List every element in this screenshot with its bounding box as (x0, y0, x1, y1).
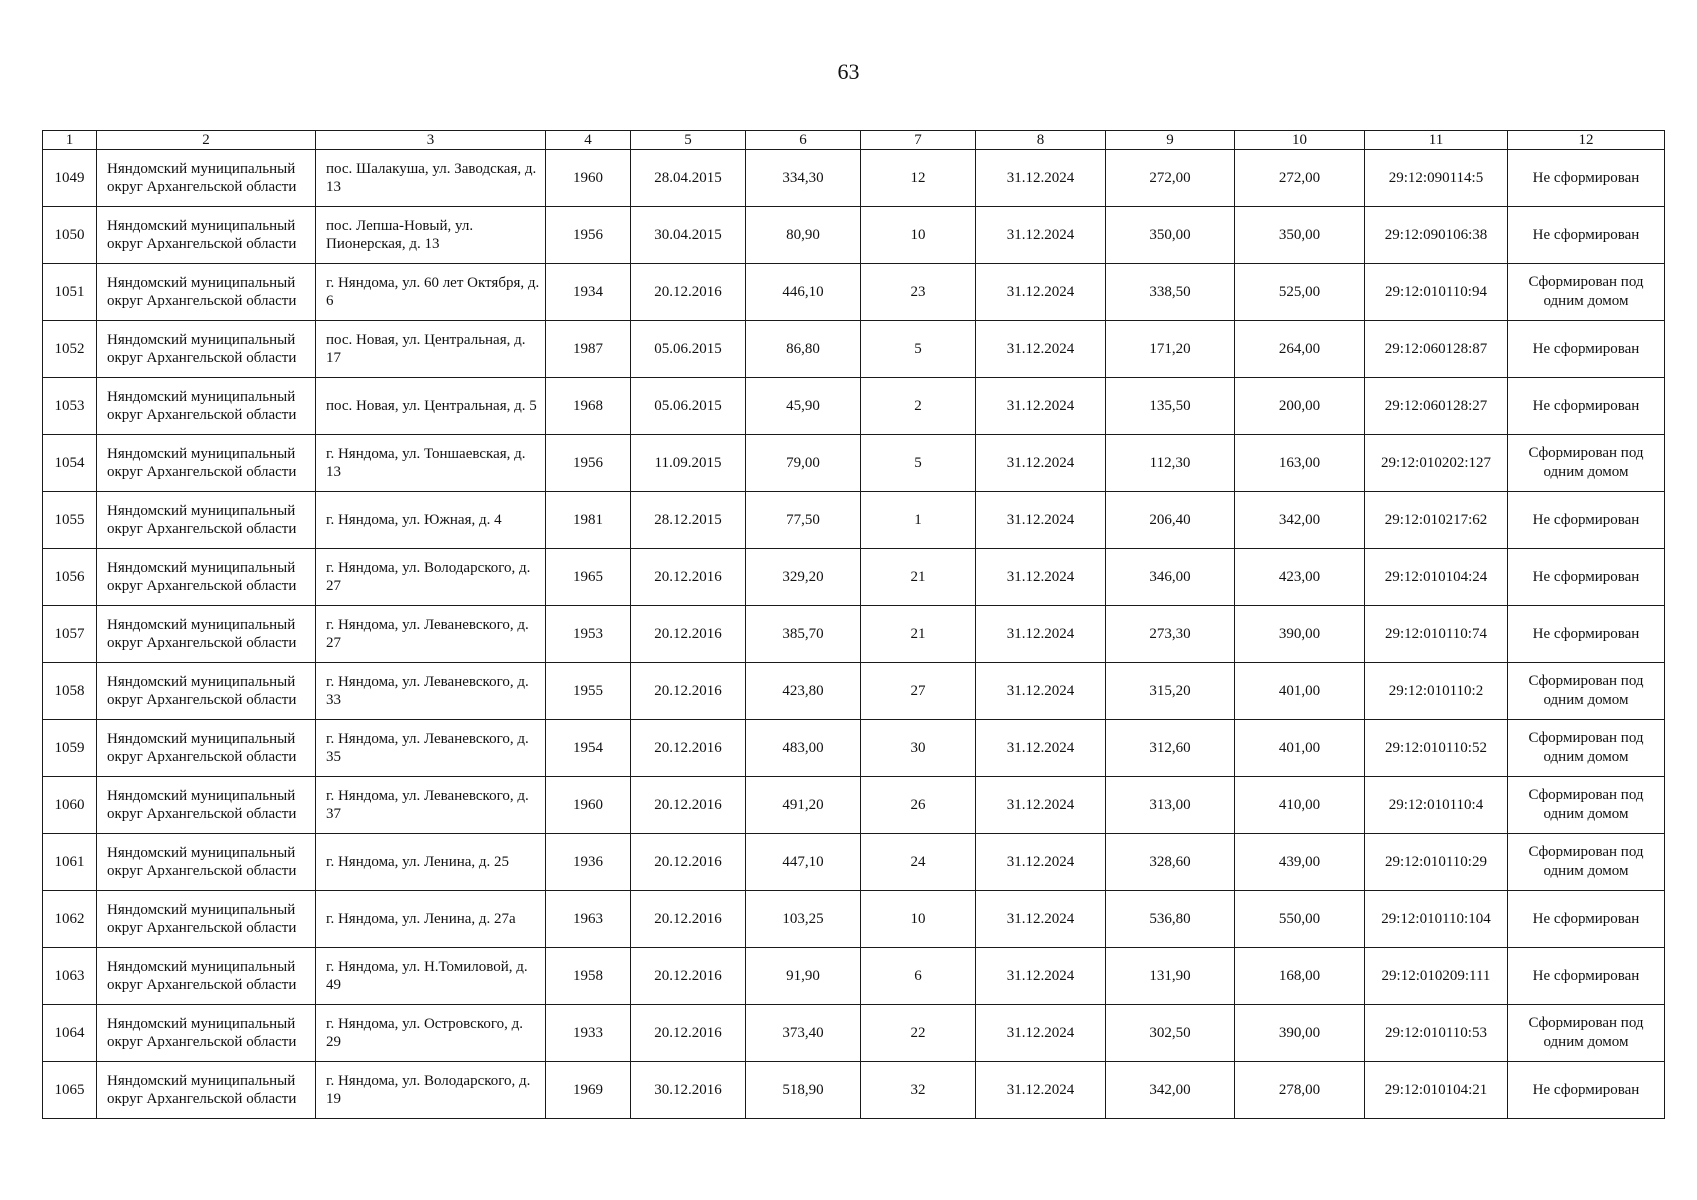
cell-value-10: 525,00 (1235, 264, 1365, 321)
table-row (43, 777, 1665, 834)
cell-area: 45,90 (746, 378, 861, 435)
cell-address: г. Няндома, ул. Тоншаевская, д. 13 (316, 435, 546, 492)
cell-build-year: 1981 (546, 492, 631, 549)
cell-municipality: Няндомский муниципальный округ Архангельской области (97, 321, 316, 378)
cell-build-year: 1956 (546, 207, 631, 264)
column-header-7: 7 (861, 131, 976, 150)
cell-deadline-date: 31.12.2024 (976, 1005, 1106, 1062)
column-header-4: 4 (546, 131, 631, 150)
cell-address: г. Няндома, ул. Н.Томиловой, д. 49 (316, 948, 546, 1005)
cell-area: 446,10 (746, 264, 861, 321)
cell-date: 20.12.2016 (631, 777, 746, 834)
cell-cadastral-number: 29:12:060128:87 (1365, 321, 1508, 378)
cell-date: 30.12.2016 (631, 1062, 746, 1119)
cell-deadline-date: 31.12.2024 (976, 663, 1106, 720)
cell-count: 24 (861, 834, 976, 891)
cell-date: 05.06.2015 (631, 378, 746, 435)
cell-cadastral-number: 29:12:090106:38 (1365, 207, 1508, 264)
page-number: 63 (837, 59, 860, 84)
cell-deadline-date: 31.12.2024 (976, 207, 1106, 264)
cell-land-status: Сформирован под одним домом (1508, 777, 1665, 834)
column-header-1: 1 (43, 131, 97, 150)
cell-area: 103,25 (746, 891, 861, 948)
cell-build-year: 1960 (546, 150, 631, 207)
cell-land-status: Не сформирован (1508, 378, 1665, 435)
cell-area: 77,50 (746, 492, 861, 549)
cell-row-number: 1058 (43, 663, 97, 720)
cell-count: 1 (861, 492, 976, 549)
cell-land-status: Не сформирован (1508, 321, 1665, 378)
cell-area: 518,90 (746, 1062, 861, 1119)
table-row (43, 264, 1665, 321)
column-header-8: 8 (976, 131, 1106, 150)
cell-address: г. Няндома, ул. Ленина, д. 25 (316, 834, 546, 891)
table-row (43, 891, 1665, 948)
cell-count: 5 (861, 435, 976, 492)
cell-value-10: 423,00 (1235, 549, 1365, 606)
cell-address: г. Няндома, ул. Леваневского, д. 37 (316, 777, 546, 834)
cell-cadastral-number: 29:12:010209:111 (1365, 948, 1508, 1005)
cell-land-status: Не сформирован (1508, 150, 1665, 207)
table-row (43, 663, 1665, 720)
table-header (43, 131, 1665, 150)
cell-value-9: 342,00 (1106, 1062, 1235, 1119)
cell-date: 20.12.2016 (631, 663, 746, 720)
cell-date: 20.12.2016 (631, 834, 746, 891)
cell-land-status: Сформирован под одним домом (1508, 264, 1665, 321)
cell-row-number: 1050 (43, 207, 97, 264)
cell-date: 20.12.2016 (631, 948, 746, 1005)
cell-row-number: 1057 (43, 606, 97, 663)
cell-land-status: Не сформирован (1508, 606, 1665, 663)
cell-address: г. Няндома, ул. Леваневского, д. 33 (316, 663, 546, 720)
cell-address: г. Няндома, ул. 60 лет Октября, д. 6 (316, 264, 546, 321)
cell-value-10: 272,00 (1235, 150, 1365, 207)
cell-row-number: 1064 (43, 1005, 97, 1062)
cell-count: 26 (861, 777, 976, 834)
cell-municipality: Няндомский муниципальный округ Архангельской области (97, 1005, 316, 1062)
cell-value-10: 163,00 (1235, 435, 1365, 492)
cell-build-year: 1965 (546, 549, 631, 606)
cell-build-year: 1934 (546, 264, 631, 321)
cell-value-10: 401,00 (1235, 663, 1365, 720)
table-row (43, 1005, 1665, 1062)
cell-count: 2 (861, 378, 976, 435)
cell-value-9: 302,50 (1106, 1005, 1235, 1062)
cell-cadastral-number: 29:12:010104:24 (1365, 549, 1508, 606)
column-header-6: 6 (746, 131, 861, 150)
cell-value-10: 278,00 (1235, 1062, 1365, 1119)
cell-municipality: Няндомский муниципальный округ Архангельской области (97, 150, 316, 207)
cell-build-year: 1933 (546, 1005, 631, 1062)
cell-count: 30 (861, 720, 976, 777)
cell-row-number: 1055 (43, 492, 97, 549)
cell-municipality: Няндомский муниципальный округ Архангельской области (97, 264, 316, 321)
cell-address: г. Няндома, ул. Володарского, д. 19 (316, 1062, 546, 1119)
cell-land-status: Не сформирован (1508, 492, 1665, 549)
cell-land-status: Не сформирован (1508, 549, 1665, 606)
cell-build-year: 1968 (546, 378, 631, 435)
header-row (43, 131, 1665, 150)
cell-value-9: 328,60 (1106, 834, 1235, 891)
cell-value-9: 112,30 (1106, 435, 1235, 492)
table-row (43, 321, 1665, 378)
cell-date: 20.12.2016 (631, 891, 746, 948)
cell-date: 30.04.2015 (631, 207, 746, 264)
cell-address: пос. Новая, ул. Центральная, д. 17 (316, 321, 546, 378)
cell-address: г. Няндома, ул. Леваневского, д. 27 (316, 606, 546, 663)
cell-area: 447,10 (746, 834, 861, 891)
cell-address: г. Няндома, ул. Володарского, д. 27 (316, 549, 546, 606)
table-row (43, 150, 1665, 207)
cell-row-number: 1065 (43, 1062, 97, 1119)
cell-municipality: Няндомский муниципальный округ Архангельской области (97, 777, 316, 834)
cell-address: пос. Новая, ул. Центральная, д. 5 (316, 378, 546, 435)
cell-deadline-date: 31.12.2024 (976, 1062, 1106, 1119)
cell-land-status: Не сформирован (1508, 948, 1665, 1005)
cell-count: 23 (861, 264, 976, 321)
cell-land-status: Сформирован под одним домом (1508, 720, 1665, 777)
cell-cadastral-number: 29:12:010110:94 (1365, 264, 1508, 321)
cell-build-year: 1953 (546, 606, 631, 663)
cell-value-9: 313,00 (1106, 777, 1235, 834)
cell-date: 28.12.2015 (631, 492, 746, 549)
cell-row-number: 1062 (43, 891, 97, 948)
cell-count: 21 (861, 606, 976, 663)
cell-value-9: 338,50 (1106, 264, 1235, 321)
cell-row-number: 1049 (43, 150, 97, 207)
cell-value-9: 135,50 (1106, 378, 1235, 435)
cell-count: 27 (861, 663, 976, 720)
column-header-2: 2 (97, 131, 316, 150)
cell-date: 20.12.2016 (631, 720, 746, 777)
cell-date: 20.12.2016 (631, 549, 746, 606)
cell-date: 28.04.2015 (631, 150, 746, 207)
cell-row-number: 1056 (43, 549, 97, 606)
cell-address: пос. Шалакуша, ул. Заводская, д. 13 (316, 150, 546, 207)
cell-deadline-date: 31.12.2024 (976, 435, 1106, 492)
cell-cadastral-number: 29:12:010110:29 (1365, 834, 1508, 891)
cell-date: 20.12.2016 (631, 1005, 746, 1062)
cell-build-year: 1958 (546, 948, 631, 1005)
cell-date: 11.09.2015 (631, 435, 746, 492)
cell-deadline-date: 31.12.2024 (976, 891, 1106, 948)
cell-deadline-date: 31.12.2024 (976, 834, 1106, 891)
cell-address: пос. Лепша-Новый, ул. Пионерская, д. 13 (316, 207, 546, 264)
table-row (43, 378, 1665, 435)
column-header-9: 9 (1106, 131, 1235, 150)
cell-municipality: Няндомский муниципальный округ Архангельской области (97, 720, 316, 777)
cell-value-10: 200,00 (1235, 378, 1365, 435)
cell-value-9: 206,40 (1106, 492, 1235, 549)
cell-municipality: Няндомский муниципальный округ Архангельской области (97, 378, 316, 435)
cell-deadline-date: 31.12.2024 (976, 720, 1106, 777)
table-row (43, 435, 1665, 492)
cell-value-9: 350,00 (1106, 207, 1235, 264)
cell-count: 5 (861, 321, 976, 378)
cell-cadastral-number: 29:12:010110:4 (1365, 777, 1508, 834)
cell-deadline-date: 31.12.2024 (976, 606, 1106, 663)
column-header-11: 11 (1365, 131, 1508, 150)
cell-municipality: Няндомский муниципальный округ Архангельской области (97, 207, 316, 264)
cell-municipality: Няндомский муниципальный округ Архангельской области (97, 834, 316, 891)
cell-value-10: 401,00 (1235, 720, 1365, 777)
cell-area: 80,90 (746, 207, 861, 264)
cell-deadline-date: 31.12.2024 (976, 492, 1106, 549)
cell-municipality: Няндомский муниципальный округ Архангельской области (97, 663, 316, 720)
cell-cadastral-number: 29:12:010217:62 (1365, 492, 1508, 549)
cell-value-9: 315,20 (1106, 663, 1235, 720)
cell-land-status: Сформирован под одним домом (1508, 1005, 1665, 1062)
cell-land-status: Сформирован под одним домом (1508, 834, 1665, 891)
cell-land-status: Не сформирован (1508, 1062, 1665, 1119)
cell-build-year: 1936 (546, 834, 631, 891)
cell-address: г. Няндома, ул. Островского, д. 29 (316, 1005, 546, 1062)
cell-count: 21 (861, 549, 976, 606)
cell-area: 491,20 (746, 777, 861, 834)
cell-count: 10 (861, 207, 976, 264)
cell-value-10: 350,00 (1235, 207, 1365, 264)
cell-area: 423,80 (746, 663, 861, 720)
cell-value-10: 390,00 (1235, 606, 1365, 663)
cell-row-number: 1061 (43, 834, 97, 891)
cell-row-number: 1059 (43, 720, 97, 777)
cell-deadline-date: 31.12.2024 (976, 948, 1106, 1005)
cell-value-10: 410,00 (1235, 777, 1365, 834)
cell-area: 329,20 (746, 549, 861, 606)
column-header-12: 12 (1508, 131, 1665, 150)
cell-area: 86,80 (746, 321, 861, 378)
cell-municipality: Няндомский муниципальный округ Архангельской области (97, 606, 316, 663)
cell-deadline-date: 31.12.2024 (976, 378, 1106, 435)
table-row (43, 720, 1665, 777)
cell-address: г. Няндома, ул. Южная, д. 4 (316, 492, 546, 549)
cell-value-10: 168,00 (1235, 948, 1365, 1005)
cell-value-9: 536,80 (1106, 891, 1235, 948)
cell-deadline-date: 31.12.2024 (976, 264, 1106, 321)
cell-value-9: 131,90 (1106, 948, 1235, 1005)
cell-land-status: Не сформирован (1508, 207, 1665, 264)
cell-value-10: 439,00 (1235, 834, 1365, 891)
table-row (43, 606, 1665, 663)
cell-build-year: 1960 (546, 777, 631, 834)
cell-value-9: 171,20 (1106, 321, 1235, 378)
cell-build-year: 1954 (546, 720, 631, 777)
cell-count: 32 (861, 1062, 976, 1119)
cell-value-10: 264,00 (1235, 321, 1365, 378)
cell-area: 79,00 (746, 435, 861, 492)
cell-deadline-date: 31.12.2024 (976, 777, 1106, 834)
cell-municipality: Няндомский муниципальный округ Архангельской области (97, 549, 316, 606)
cell-deadline-date: 31.12.2024 (976, 150, 1106, 207)
cell-deadline-date: 31.12.2024 (976, 321, 1106, 378)
cell-land-status: Не сформирован (1508, 891, 1665, 948)
cell-row-number: 1063 (43, 948, 97, 1005)
cell-build-year: 1969 (546, 1062, 631, 1119)
cell-row-number: 1051 (43, 264, 97, 321)
cell-area: 483,00 (746, 720, 861, 777)
cell-municipality: Няндомский муниципальный округ Архангельской области (97, 948, 316, 1005)
table-row (43, 1062, 1665, 1119)
cell-area: 334,30 (746, 150, 861, 207)
cell-row-number: 1052 (43, 321, 97, 378)
cell-area: 373,40 (746, 1005, 861, 1062)
cell-build-year: 1963 (546, 891, 631, 948)
cell-cadastral-number: 29:12:090114:5 (1365, 150, 1508, 207)
cell-row-number: 1054 (43, 435, 97, 492)
table-body (43, 150, 1665, 1119)
cell-build-year: 1955 (546, 663, 631, 720)
cell-row-number: 1053 (43, 378, 97, 435)
cell-cadastral-number: 29:12:010104:21 (1365, 1062, 1508, 1119)
cell-count: 6 (861, 948, 976, 1005)
cell-count: 12 (861, 150, 976, 207)
cell-area: 91,90 (746, 948, 861, 1005)
cell-land-status: Сформирован под одним домом (1508, 435, 1665, 492)
cell-value-10: 550,00 (1235, 891, 1365, 948)
table-row (43, 834, 1665, 891)
cell-date: 20.12.2016 (631, 264, 746, 321)
cell-value-9: 312,60 (1106, 720, 1235, 777)
column-header-10: 10 (1235, 131, 1365, 150)
registry-table (42, 130, 1665, 1119)
cell-cadastral-number: 29:12:010110:104 (1365, 891, 1508, 948)
cell-date: 05.06.2015 (631, 321, 746, 378)
cell-build-year: 1956 (546, 435, 631, 492)
cell-cadastral-number: 29:12:010110:52 (1365, 720, 1508, 777)
cell-cadastral-number: 29:12:010202:127 (1365, 435, 1508, 492)
cell-value-9: 272,00 (1106, 150, 1235, 207)
cell-date: 20.12.2016 (631, 606, 746, 663)
cell-value-9: 346,00 (1106, 549, 1235, 606)
cell-municipality: Няндомский муниципальный округ Архангельской области (97, 1062, 316, 1119)
cell-value-10: 390,00 (1235, 1005, 1365, 1062)
cell-municipality: Няндомский муниципальный округ Архангельской области (97, 891, 316, 948)
table-row (43, 492, 1665, 549)
cell-cadastral-number: 29:12:010110:2 (1365, 663, 1508, 720)
cell-cadastral-number: 29:12:060128:27 (1365, 378, 1508, 435)
cell-area: 385,70 (746, 606, 861, 663)
cell-value-9: 273,30 (1106, 606, 1235, 663)
table-row (43, 207, 1665, 264)
cell-municipality: Няндомский муниципальный округ Архангельской области (97, 492, 316, 549)
cell-cadastral-number: 29:12:010110:53 (1365, 1005, 1508, 1062)
cell-cadastral-number: 29:12:010110:74 (1365, 606, 1508, 663)
cell-address: г. Няндома, ул. Леваневского, д. 35 (316, 720, 546, 777)
column-header-5: 5 (631, 131, 746, 150)
column-header-3: 3 (316, 131, 546, 150)
cell-value-10: 342,00 (1235, 492, 1365, 549)
table-row (43, 948, 1665, 1005)
cell-row-number: 1060 (43, 777, 97, 834)
cell-deadline-date: 31.12.2024 (976, 549, 1106, 606)
cell-count: 22 (861, 1005, 976, 1062)
cell-municipality: Няндомский муниципальный округ Архангельской области (97, 435, 316, 492)
cell-build-year: 1987 (546, 321, 631, 378)
cell-land-status: Сформирован под одним домом (1508, 663, 1665, 720)
cell-count: 10 (861, 891, 976, 948)
table-row (43, 549, 1665, 606)
cell-address: г. Няндома, ул. Ленина, д. 27а (316, 891, 546, 948)
